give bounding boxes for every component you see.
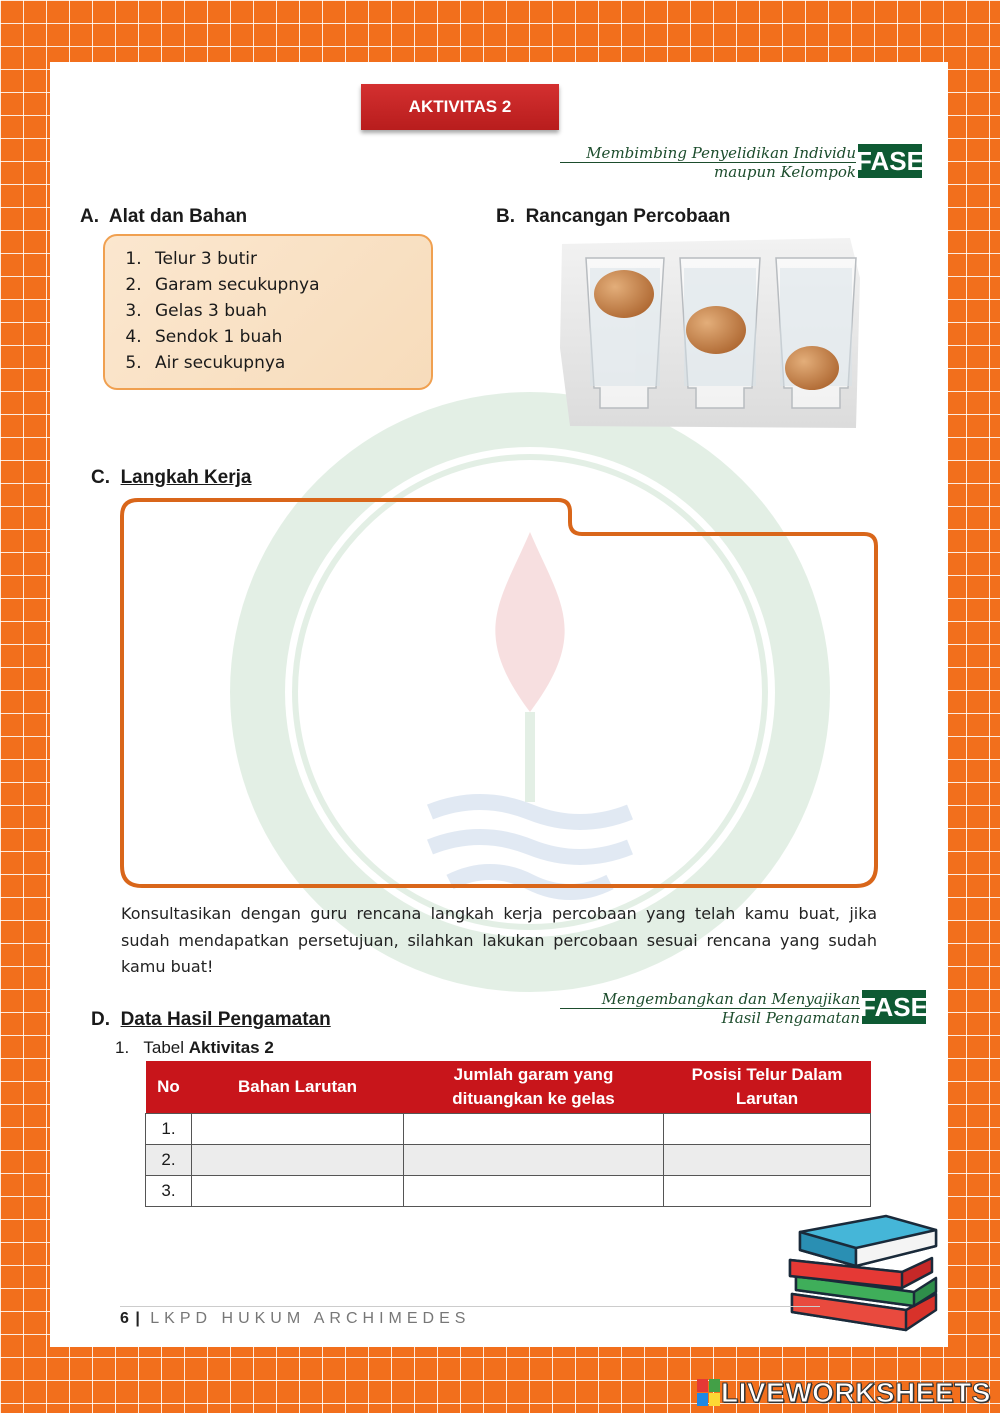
fase-top-line1: Membimbing Penyelidikan Individu <box>586 144 856 162</box>
cell-posisi[interactable] <box>664 1145 871 1176</box>
cell-bahan[interactable] <box>192 1114 404 1145</box>
footer-page-number: 6 | <box>120 1310 141 1327</box>
section-c-title: Langkah Kerja <box>120 467 252 488</box>
activity-banner: AKTIVITAS 2 <box>361 84 559 130</box>
cell-no: 2. <box>146 1145 192 1176</box>
section-a-heading <box>80 206 247 228</box>
table-caption <box>115 1038 274 1058</box>
observation-table <box>145 1061 871 1207</box>
liveworksheets-logo[interactable] <box>697 1378 991 1408</box>
fase-bottom-badge: FASE <box>862 990 926 1024</box>
fase-top-badge: FASE <box>858 144 922 178</box>
table-caption-prefix: Tabel <box>143 1038 189 1057</box>
col-header-bahan: Bahan Larutan <box>192 1061 404 1114</box>
cell-posisi[interactable] <box>664 1176 871 1207</box>
egg-middle <box>686 306 746 354</box>
tools-list <box>105 236 431 376</box>
section-a-title: Alat dan Bahan <box>108 206 248 227</box>
col-header-no: No <box>146 1061 192 1114</box>
instruction-paragraph: Konsultasikan dengan guru rencana langkah kerja percobaan yang telah kamu buat, jika sudah mendapatkan persetujuan, silahkan lakukan percobaan sesuai rencana yang sudah kamu buat! <box>121 904 877 976</box>
table-caption-number: 1. <box>115 1038 130 1057</box>
cell-posisi[interactable] <box>664 1114 871 1145</box>
cell-bahan[interactable] <box>192 1176 404 1207</box>
section-c-heading <box>91 467 252 489</box>
books-stack-illustration <box>786 1206 942 1336</box>
tools-list-item: 2. Garam secukupnya <box>147 272 431 298</box>
fase-top-line2: maupun Kelompok <box>714 163 856 181</box>
table-caption-bold: Aktivitas 2 <box>188 1038 274 1057</box>
table-header-row <box>146 1061 871 1114</box>
cell-jumlah[interactable] <box>404 1114 664 1145</box>
section-a-letter: A. <box>80 206 99 227</box>
tools-list-item: 5. Air secukupnya <box>147 350 431 376</box>
section-d-heading <box>91 1009 331 1031</box>
fase-bottom-caption <box>560 990 860 1027</box>
cell-jumlah[interactable] <box>404 1145 664 1176</box>
tools-list-item: 1. Telur 3 butir <box>147 246 431 272</box>
footer-rule <box>120 1306 820 1307</box>
tools-list-item: 4. Sendok 1 buah <box>147 324 431 350</box>
fase-bottom-line1: Mengembangkan dan Menyajikan <box>601 990 860 1008</box>
table-row <box>146 1145 871 1176</box>
liveworksheets-icon <box>697 1379 721 1407</box>
cell-no: 1. <box>146 1114 192 1145</box>
table-row <box>146 1114 871 1145</box>
tools-materials-box <box>103 234 433 390</box>
egg-sunk <box>785 346 839 390</box>
col-header-jumlah: Jumlah garam yang dituangkan ke gelas <box>404 1061 664 1114</box>
cell-jumlah[interactable] <box>404 1176 664 1207</box>
cell-no: 3. <box>146 1176 192 1207</box>
fase-bottom-line2: Hasil Pengamatan <box>721 1009 860 1027</box>
table-row <box>146 1176 871 1207</box>
section-d-letter: D. <box>91 1009 110 1030</box>
section-d-title: Data Hasil Pengamatan <box>120 1009 331 1030</box>
col-header-posisi: Posisi Telur Dalam Larutan <box>664 1061 871 1114</box>
page-footer <box>120 1310 470 1328</box>
section-c-letter: C. <box>91 467 110 488</box>
fase-top-caption <box>560 144 856 181</box>
section-b-letter: B. <box>496 206 515 227</box>
cell-bahan[interactable] <box>192 1145 404 1176</box>
steps-answer-box[interactable] <box>118 496 880 890</box>
section-b-heading <box>496 206 730 228</box>
egg-glasses-photo <box>560 238 860 428</box>
tools-list-item: 3. Gelas 3 buah <box>147 298 431 324</box>
section-b-title: Rancangan Percobaan <box>525 206 731 227</box>
liveworksheets-text: LIVEWORKSHEETS <box>721 1377 991 1408</box>
egg-floating <box>594 270 654 318</box>
footer-title: LKPD HUKUM ARCHIMEDES <box>150 1310 471 1327</box>
